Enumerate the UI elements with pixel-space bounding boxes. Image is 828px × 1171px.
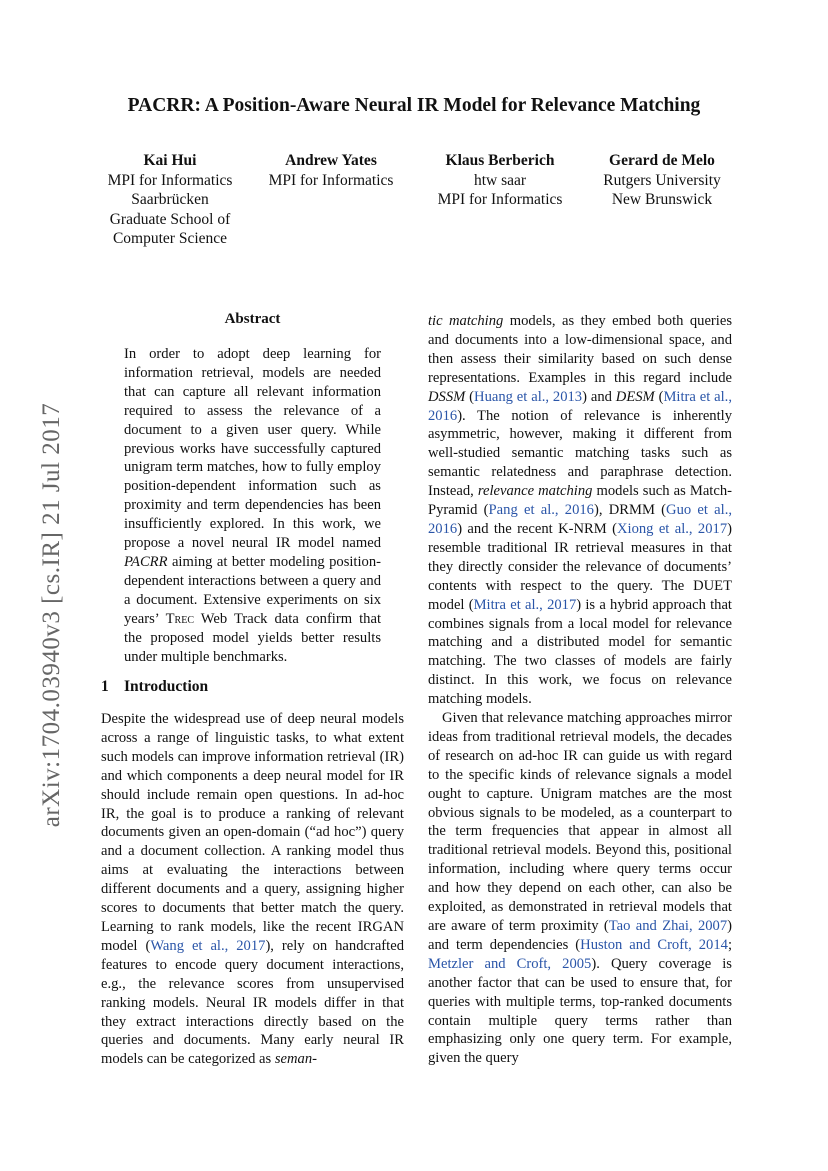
author-affiliation: MPI for Informatics bbox=[437, 191, 563, 209]
citation-link[interactable]: Huston and Croft, 2014 bbox=[580, 936, 728, 953]
body-text: ; bbox=[727, 936, 732, 953]
paper-title: PACRR: A Position-Aware Neural IR Model for Relevance Matching bbox=[127, 95, 701, 116]
emphasis-text: relevance matching bbox=[477, 483, 593, 500]
author-name: Kai Hui bbox=[143, 152, 197, 169]
section-title: Introduction bbox=[124, 678, 209, 695]
body-text: ) is a hybrid approach that combines signals from a local model for relevance matching and a distributed model for semantic matching. The two classes of models are fairly distinct. In this work, we focus on relevance matching models. bbox=[428, 596, 732, 708]
citation-link[interactable]: Xiong et al., 2017 bbox=[616, 520, 728, 537]
body-text: ), rely on handcrafted features to encode query document interactions, e.g., the relevance scores from unsupervised ranking models. Neural IR models differ in that they extract interactions directly based on the queries and documents. Many early neural IR models can be categorized as bbox=[101, 937, 404, 1068]
section-number: 1 bbox=[101, 678, 109, 695]
body-text: ). The notion of relevance is inherently asymmetric, however, making it different from well-studied semantic matching tasks such as semantic relatedness and paraphrase detection. Instead, bbox=[428, 407, 732, 500]
citation-link[interactable]: Pang et al., 2016 bbox=[488, 502, 594, 519]
author-affiliation: Saarbrücken bbox=[131, 191, 209, 209]
abstract-body bbox=[124, 345, 381, 666]
emphasis-text: seman- bbox=[274, 1051, 317, 1068]
body-text: ), DRMM ( bbox=[593, 502, 667, 519]
citation-link[interactable]: Wang et al., 2017 bbox=[150, 937, 266, 954]
author-affiliation: Graduate School of bbox=[109, 210, 231, 228]
author-name: Gerard de Melo bbox=[609, 152, 715, 169]
paragraph bbox=[101, 710, 404, 1069]
body-text: models such as Match-Pyramid ( bbox=[428, 483, 732, 519]
abstract-heading: Abstract bbox=[224, 311, 281, 327]
emphasis-text: DSSM bbox=[428, 388, 466, 405]
section-heading-introduction bbox=[101, 678, 208, 696]
author-1 bbox=[90, 151, 250, 249]
citation-link[interactable]: Mitra et al., 2017 bbox=[473, 596, 577, 613]
emphasis-text: tic matching bbox=[428, 313, 504, 329]
citation-link[interactable]: Metzler and Croft, 2005 bbox=[428, 955, 592, 972]
body-text: ) and the recent K-NRM ( bbox=[457, 520, 617, 537]
author-affiliation: MPI for Informatics bbox=[107, 171, 233, 189]
author-name: Klaus Berberich bbox=[445, 152, 555, 169]
emphasis-text: DESM bbox=[615, 388, 655, 405]
abstract-text: In order to adopt deep learning for information retrieval, models are needed that can capture all relevant information required to assess the relevance of a document to a given user query. While previous works have successfully captured unigram term matches, how to fully employ position-dependent information such as proximity and term dependencies has been insufficiently explored. In this work, we propose a novel neural IR model named bbox=[124, 346, 381, 552]
author-affiliation: Computer Science bbox=[112, 230, 228, 248]
body-text: models, as they embed both queries and documents into a low-dimensional space, and then assess their similarity based on such dense representations. Examples in this regard include bbox=[428, 313, 732, 386]
intro-left-column bbox=[101, 710, 404, 1069]
citation-link[interactable]: Huang et al., 2013 bbox=[474, 388, 583, 405]
abstract-text: aiming at better modeling position-dependent interactions between a query and a document. Extensive experiments on six years’ bbox=[124, 553, 381, 627]
author-affiliation: Rutgers University bbox=[603, 171, 721, 189]
body-text: ) and term dependencies ( bbox=[428, 918, 733, 953]
citation-link[interactable]: Guo et al., 2016 bbox=[428, 502, 733, 537]
body-text: ) and bbox=[582, 388, 616, 405]
body-text: ). Query coverage is another factor that can be used to ensure that, for queries with multiple terms, top-ranked documents contain multiple query terms rather than emphasizing only one query term. For example, given the query bbox=[428, 955, 732, 1067]
author-affiliation: New Brunswick bbox=[611, 191, 713, 209]
author-3 bbox=[420, 151, 580, 210]
arxiv-identifier: arXiv:1704.03940v3 [cs.IR] 21 Jul 2017 bbox=[38, 402, 65, 828]
right-column bbox=[428, 312, 732, 1068]
citation-link[interactable]: Mitra et al., 2016 bbox=[428, 388, 732, 424]
paragraph bbox=[428, 709, 732, 1068]
body-text: Despite the widespread use of deep neural models across a range of linguistic tasks, to what extent such models can improve information retrieval (IR) and which components a deep neural model for IR should include remain open questions. In ad-hoc IR, the goal is to produce a ranking of relevant documents given an open-domain (“ad hoc”) query and a document collection. A ranking model thus aims at evaluating the interactions between different documents and a query, assigning higher scores to documents that better match the query. Learning to rank models, like the recent IRGAN model ( bbox=[101, 711, 404, 954]
model-name: PACRR bbox=[124, 553, 168, 570]
author-affiliation: MPI for Informatics bbox=[268, 171, 394, 189]
author-affiliation: htw saar bbox=[473, 171, 527, 189]
body-text: ( bbox=[465, 388, 475, 405]
body-text: ( bbox=[654, 388, 664, 405]
abstract-text: Web Track data confirm that the proposed model yields better results under multiple benchmarks. bbox=[124, 610, 381, 665]
body-text: ) resemble traditional IR retrieval measures in that they directly consider the relevance of documents’ contents with respect to the query. The DUET model ( bbox=[428, 520, 732, 613]
paragraph bbox=[428, 312, 732, 709]
citation-link[interactable]: Tao and Zhai, 2007 bbox=[608, 918, 728, 934]
author-name: Andrew Yates bbox=[285, 152, 377, 169]
author-4 bbox=[582, 151, 742, 210]
trec-name: Trec bbox=[165, 610, 194, 627]
author-2 bbox=[253, 151, 409, 190]
body-text: Given that relevance matching approaches mirror ideas from traditional retrieval models, the decades of research on ad-hoc IR can guide us with regard to the specific kinds of relevance signals a model ought to capture. Unigram matches are the most obvious signals to be modeled, as a counterpart to the term frequencies that appear in almost all traditional retrieval models. Beyond this, positional information, including where query terms occur and how they depend on each other, can also be exploited, as demonstrated in retrieval models that are aware of term proximity ( bbox=[428, 710, 732, 934]
